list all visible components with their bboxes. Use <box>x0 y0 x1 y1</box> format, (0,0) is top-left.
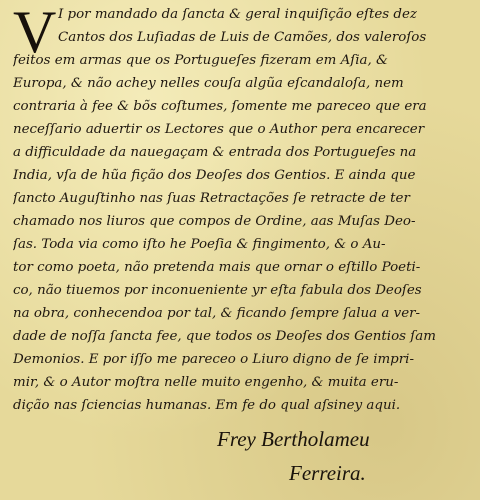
text-line: Europa, & não achey nelles couſa algũa eſcandaloſa, nem <box>13 76 404 91</box>
text-line: dição nas ſciencias humanas. Em fe do qual aſsiney aqui. <box>13 398 401 413</box>
text-line: India, vſa de hũa fição dos Deoſes dos Gentios. E ainda que <box>13 168 416 183</box>
text-line: Cantos dos Luſiadas de Luis de Camões, dos valeroſos <box>58 30 427 45</box>
text-line: na obra, conhecendoa por tal, & ficando ſempre ſalua a ver- <box>13 306 421 321</box>
text-line: dade de noſſa ſancta fee, que todos os Deoſes dos Gentios ſam <box>13 329 436 344</box>
text-line: ſas. Toda via como iſto he Poeſia & fingimento, & o Au- <box>13 237 386 252</box>
text-line: chamado nos liuros que compos de Ordine, aas Muſas Deo- <box>13 214 416 229</box>
signature-surname: Ferreira. <box>289 461 366 485</box>
text-line: tor como poeta, não pretenda mais que ornar o eſtillo Poeti- <box>13 260 421 275</box>
text-line: mir, & o Autor moſtra nelle muito engenho, & muita eru- <box>13 375 399 390</box>
drop-cap: V <box>13 0 57 65</box>
text-line: neceſſario aduertir os Lectores que o Author pera encarecer <box>13 122 425 137</box>
text-line: contraria à fee & bõs coſtumes, ſomente me pareceo que era <box>13 99 427 114</box>
signature-name: Frey Bertholameu <box>217 427 370 451</box>
text-line: co, não tiuemos por inconueniente yr eſta fabula dos Deoſes <box>13 283 422 298</box>
text-line: a difficuldade da nauegaçam & entrada dos Portugueſes na <box>13 145 417 160</box>
text-line: ſancto Auguſtinho nas ſuas Retractações ſe retracte de ter <box>13 191 410 206</box>
text-line: feitos em armas que os Portugueſes fizeram em Aſia, & <box>13 53 388 68</box>
text-line: I por mandado da ſancta & geral inquiſição eſtes dez <box>58 7 417 22</box>
text-line: Demonios. E por iſſo me pareceo o Liuro digno de ſe impri- <box>13 352 414 367</box>
